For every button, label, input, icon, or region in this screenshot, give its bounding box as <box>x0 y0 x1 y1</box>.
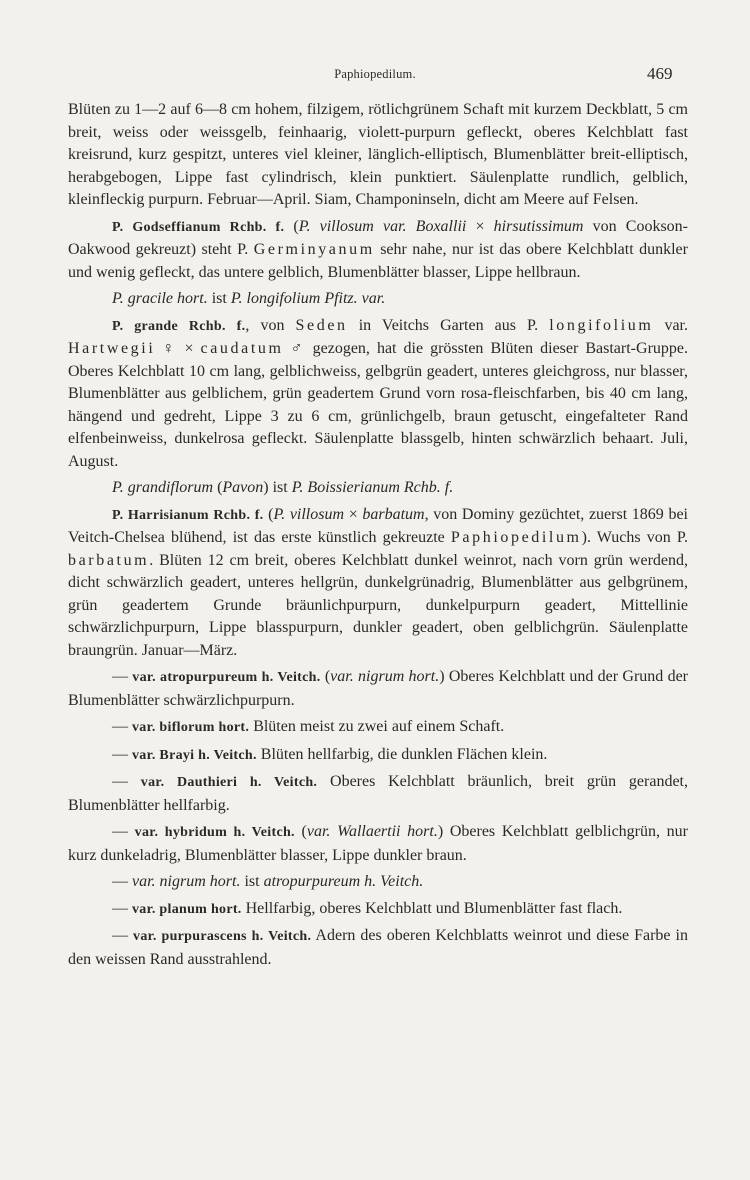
text-run: in Veitchs Garten aus P. <box>347 316 550 334</box>
text-run: — <box>112 823 135 840</box>
paragraph <box>68 288 688 311</box>
taxon-name: var. atropurpureum h. Veitch. <box>132 670 321 685</box>
italic-name: var. nigrum hort. <box>132 873 241 890</box>
italic-name: P. Boissierianum Rchb. f. <box>291 479 454 496</box>
text-run: ist <box>240 873 264 890</box>
text-run: var. <box>653 316 688 334</box>
taxon-name: var. planum hort. <box>132 901 242 917</box>
taxon-name: var. biflorum hort. <box>132 720 250 735</box>
page-number: 469 <box>647 64 673 83</box>
spaced-name: Paphiopedilum <box>450 529 582 546</box>
text-run: ). Wuchs von P. <box>581 529 689 546</box>
italic-name: barbatum <box>362 505 425 523</box>
paragraph <box>68 821 688 867</box>
text-run: × <box>344 505 363 523</box>
text-run: Blüten hellfarbig, die dunklen Flächen klein. <box>256 745 548 763</box>
text-run: ( <box>213 479 223 496</box>
text-run: — <box>112 718 132 735</box>
paragraph <box>68 477 688 500</box>
text-run: × <box>466 217 494 235</box>
taxon-name: P. Godseffianum Rchb. f. <box>112 219 285 235</box>
taxon-name: var. hybridum h. Veitch. <box>134 825 295 840</box>
text-run: — <box>112 927 134 944</box>
paragraph <box>68 504 688 663</box>
italic-name: Pavon <box>222 479 264 496</box>
spaced-name: caudatum <box>200 340 284 357</box>
text-run: — <box>112 873 132 890</box>
text-run: . Blüten 12 cm breit, oberes Kelchblatt dunkel weinrot, nach vorn grün werdend, dicht schwärzlich geadert, unteres hellgrün, dunkelgrünadrig, Blumenblätter aus gelbgrünem, grün geadertem Grunde bräunlichpurpurn, dunkelpurpurn geadert, Mittellinie schwärzlichpurpurn, Lippe blasspurpurn, dunkler geadert, oben gelblichgrün. Säulenplatte braungrün. Januar—März. <box>68 551 688 659</box>
text-run: ist <box>207 290 231 307</box>
text-run: — <box>112 899 132 917</box>
text-run: — <box>112 745 132 763</box>
text-run: sehr nahe, nur ist das obere Kelchblatt dunkler und wenig gefleckt, das untere gelblich, Blumenblätter blasser, Lippe hellbraun. <box>68 241 688 281</box>
text-run: ) Oberes Kelchblatt gelblichgrün, nur kurz dunkeladrig, Blumenblätter blasser, Lippe dunkler braun. <box>68 823 689 864</box>
paragraph <box>68 315 688 474</box>
text-run: von Cookson-Oakwood gekreuzt) steht P. <box>68 217 688 258</box>
text-run: ( <box>284 217 299 235</box>
text-run: Hellfarbig, oberes Kelchblatt und Blumenblätter fast flach. <box>241 899 623 917</box>
text-run: — <box>112 773 141 790</box>
taxon-name: var. purpurascens h. Veitch. <box>133 929 312 944</box>
italic-name: P. grandiflorum <box>112 479 214 496</box>
text-run: Blüten meist zu zwei auf einem Schaft. <box>249 718 505 735</box>
text-run: ( <box>294 823 307 840</box>
spaced-name: Germinyanum <box>253 241 375 258</box>
paragraph <box>68 216 688 285</box>
paragraph <box>68 898 688 922</box>
italic-name: P. villosum <box>273 505 345 523</box>
body-text <box>68 99 688 971</box>
running-title: Paphiopedilum. <box>334 67 416 81</box>
text-run: ) Oberes Kelchblatt und der Grund der Blumenblätter schwärzlichpurpurn. <box>68 668 689 709</box>
text-run: — <box>112 668 133 685</box>
paragraph <box>68 716 688 740</box>
paragraph <box>68 666 688 712</box>
spaced-name: Seden <box>295 316 348 334</box>
italic-name: P. gracile hort. <box>112 290 208 307</box>
paragraph <box>68 771 688 817</box>
paragraph <box>68 925 688 971</box>
spaced-name: Hartwegii <box>68 340 156 357</box>
text-run: ♀ × <box>155 340 201 357</box>
text-run: Blüten zu 1—2 auf 6—8 cm hohem, filzigem, rötlichgrünem Schaft mit kurzem Deckblatt, 5 cm breit, weiss oder weissgelb, feinhaarig, violett-purpurn gefleckt, oberes Kelchblatt fast kreisrund, kurz gespitzt, unteres viel kleiner, länglich-elliptisch, Blumenblätter breit-elliptisch, herabgebogen, Lippe fast cylindrisch, klein punktiert. Säulenplatte rundlich, gelblich, kleinfleckig purpurn. Februar—April. Siam, Champoninseln, dicht am Meere auf Felsen. <box>68 101 688 208</box>
taxon-name: P. Harrisianum Rchb. f. <box>112 507 264 523</box>
text-run: ) ist <box>263 479 292 496</box>
italic-name: hirsutissimum <box>493 217 584 235</box>
taxon-name: var. Brayi h. Veitch. <box>132 747 257 763</box>
text-run: ( <box>320 668 331 685</box>
spaced-name: barbatum <box>68 551 150 569</box>
italic-name: var. Wallaertii hort. <box>306 823 438 840</box>
italic-name: P. longifolium Pfitz. var. <box>230 290 386 307</box>
taxon-name: P. grande Rchb. f. <box>112 318 246 334</box>
text-run: ( <box>263 505 274 523</box>
italic-name: var. nigrum hort. <box>330 668 440 685</box>
taxon-name: var. Dauthieri h. Veitch. <box>140 775 318 790</box>
text-run: , von Dominy gezüchtet, zuerst 1869 bei Veitch-Chelsea blühend, ist das erste künstlich gekreuzte <box>68 505 689 546</box>
italic-name: P. villosum var. Boxallii <box>298 217 467 235</box>
spaced-name: longifolium <box>549 316 654 334</box>
paragraph <box>68 99 688 212</box>
text-run: , von <box>245 316 296 334</box>
text-run: Oberes Kelchblatt bräunlich, breit grün gerandet, Blumenblätter hellfarbig. <box>68 773 689 814</box>
text-run: Adern des oberen Kelchblatts weinrot und diese Farbe in den weissen Rand ausstrahlend. <box>68 927 688 968</box>
paragraph <box>68 871 688 894</box>
paragraph <box>68 744 688 768</box>
text-run: ♂ gezogen, hat die grössten Blüten dieser Bastart-Gruppe. Oberes Kelchblatt 10 cm lang, gelblichweiss, gelbgrün geadert, unteres gleichgross, nur blasser, Blumenblätter aus gelblichem, grün geadertem Grund vorn rosa-fleischfarben, bis 40 cm lang, hängend und gedreht, Lippe 3 zu 6 cm, grünlichgelb, braun getuscht, eingefalteter Rand elfenbeinweiss, dunkelrosa gefleckt. Säulenplatte blassgelb, hinten schwärzlich behaart. Juli, August. <box>68 340 688 470</box>
italic-name: atropurpureum h. Veitch. <box>263 873 424 890</box>
